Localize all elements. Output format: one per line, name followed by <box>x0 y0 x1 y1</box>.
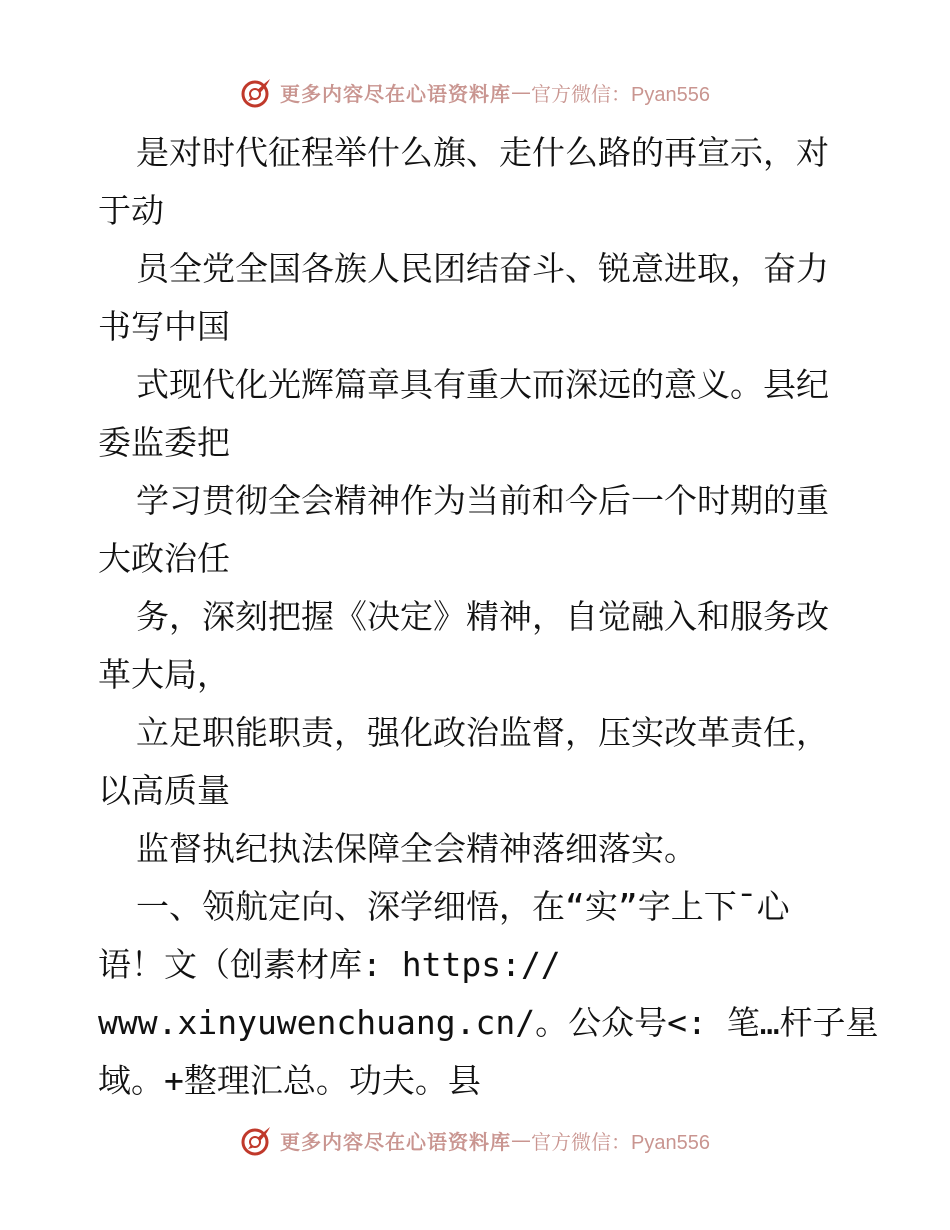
header-watermark <box>0 72 950 112</box>
text-line: 语！文（创素材库: https:// <box>98 945 561 984</box>
footer-separator: — <box>511 1128 532 1152</box>
text-line: 委监委把 <box>98 423 230 462</box>
text-line: 一、领航定向、深学细悟，在“实”字上下¯心 <box>136 887 790 926</box>
text-line: 式现代化光辉篇章具有重大而深远的意义。县纪 <box>136 365 829 404</box>
text-line: 以高质量 <box>98 771 230 810</box>
text-line: 书写中国 <box>98 307 230 346</box>
header-wechat-label: 官方微信：Pyan556 <box>531 83 710 106</box>
text-line: 于动 <box>98 191 164 230</box>
text-line: 监督执纪执法保障全会精神落细落实。 <box>136 829 697 868</box>
text-line: 域。+整理汇总。功夫。县 <box>98 1061 481 1100</box>
text-line: www.xinyuwenchuang.cn/。公众号<: 笔…杆子星 <box>98 1003 879 1042</box>
footer-watermark <box>0 1120 950 1160</box>
text-line: 大政治任 <box>98 539 230 578</box>
text-line: 务，深刻把握《决定》精神，自觉融入和服务改 <box>136 597 829 636</box>
text-line: 学习贯彻全会精神作为当前和今后一个时期的重 <box>136 481 829 520</box>
text-line: 立足职能职责，强化政治监督，压实改革责任， <box>136 713 829 752</box>
text-line: 是对时代征程举什么旗、走什么路的再宣示，对 <box>136 133 829 172</box>
quill-logo-icon <box>240 1123 274 1157</box>
header-separator: — <box>511 80 532 104</box>
text-line: 革大局， <box>98 655 230 694</box>
header-banner-text: 更多内容尽在心语资料库 <box>280 81 512 106</box>
text-line: 员全党全国各族人民团结奋斗、锐意进取，奋力 <box>136 249 829 288</box>
footer-wechat-label: 官方微信：Pyan556 <box>531 1131 710 1154</box>
quill-logo-icon <box>240 75 274 109</box>
footer-banner-text: 更多内容尽在心语资料库 <box>280 1129 512 1154</box>
document-body <box>98 124 879 1110</box>
